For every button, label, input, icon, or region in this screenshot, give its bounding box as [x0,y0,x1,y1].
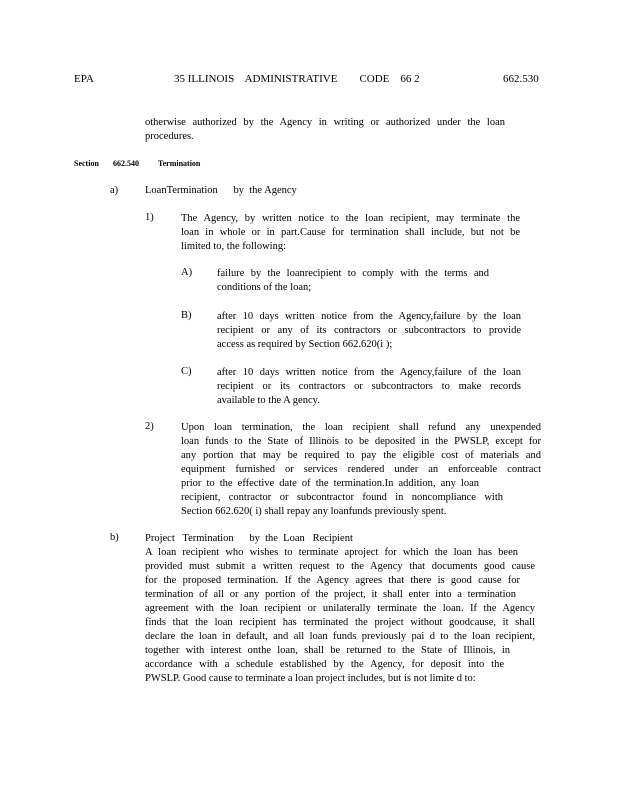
text-line: access as required by Section 662.620(i ); [217,339,393,350]
text-line: after 10 days written notice from the Agency,failure of the loan [217,367,521,378]
header-title: 35 ILLINOIS ADMINISTRATIVE CODE 66 2 [174,73,420,85]
text-line: declare the loan in default, and all loan funds previously pai d to the loan recipient, [145,631,535,642]
text-line: limited to, the following: [181,241,286,252]
item-2-label: 2) [145,421,154,432]
text-line: any portion that may be required to pay the eligible cost of materials and [181,450,541,461]
text-line: recipient or its contractors or subcontractors to make records [217,381,521,392]
text-line: PWSLP. Good cause to terminate a loan project includes, but is not limite d to: [145,673,476,684]
text-line: procedures. [145,131,194,142]
text-line: loan in whole or in part.Cause for termination shall include, but not be [181,227,520,238]
part-b-text [145,532,535,686]
text-line: available to the A gency. [217,395,320,406]
text-line: for the proposed termination. If the Agency agrees that there is good cause for [145,575,520,586]
sub-b-label: B) [181,310,192,321]
text-line: otherwise authorized by the Agency in writing or authorized under the loan [145,117,505,128]
sub-c-label: C) [181,366,192,377]
text-line: failure by the loanrecipient to comply with the terms and [217,268,489,279]
text-line: recipient, contractor or subcontractor found in noncompliance with [181,492,503,503]
text-line: The Agency, by written notice to the loan recipient, may terminate the [181,213,520,224]
text-line: equipment furnished or services rendered under an enforceable contract [181,464,541,475]
section-prefix: Section [74,159,99,168]
text-line: prior to the effective date of the termination.In addition, any loan [181,478,479,489]
item-1-text [181,212,520,254]
text-line: Section 662.620( i) shall repay any loanfunds previously spent. [181,506,447,517]
text-line: A loan recipient who wishes to terminate aproject for which the loan has been [145,547,518,558]
sub-a-text [217,267,489,295]
text-line: finds that the loan recipient has terminated the project without goodcause, it shall [145,617,535,628]
part-a-label: a) [110,185,119,196]
text-line: after 10 days written notice from the Agency,failure by the loan [217,311,521,322]
sub-b-text [217,310,521,352]
part-b-heading: Project Termination by the Loan Recipient [145,533,353,544]
sub-a-label: A) [181,267,193,278]
text-line: termination of all or any portion of the project, it shall enter into a termination [145,589,516,600]
section-title: Termination [158,159,201,168]
text-line: accordance with a schedule established by the Agency, for deposit into the [145,659,504,670]
sub-c-text [217,366,521,408]
header-section-number: 662.530 [503,73,539,85]
text-line: agreement with the loan recipient or unilaterally terminate the loan. If the Agency [145,603,535,614]
text-line: provided must submit a written request to the Agency that documents good cause [145,561,535,572]
text-line: recipient or any of its contractors or subcontractors to provide [217,325,521,336]
text-line: together with interest onthe loan, shall be returned to the State of Illinois, in [145,645,510,656]
item-1-label: 1) [145,212,154,223]
item-2-text [181,421,541,519]
text-line: conditions of the loan; [217,282,312,293]
part-b-label: b) [110,532,119,543]
header-agency: EPA [74,73,94,85]
intro-paragraph [145,116,505,144]
text-line: Upon loan termination, the loan recipient shall refund any unexpended [181,422,541,433]
text-line: loan funds to the State of Illinois to be deposited in the PWSLP, except for [181,436,541,447]
section-number: 662.540 [113,159,139,168]
part-a-heading: LoanTermination by the Agency [145,185,297,196]
